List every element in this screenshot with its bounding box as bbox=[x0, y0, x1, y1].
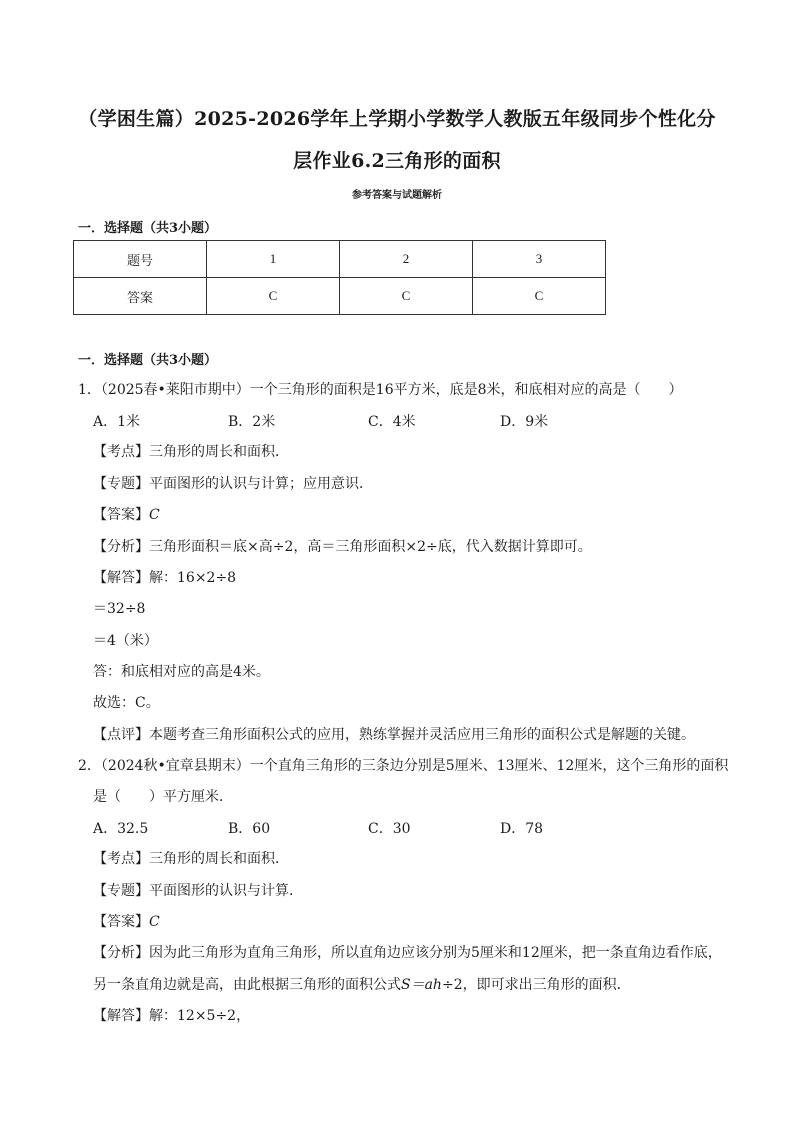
section-heading-summary: 一．选择题（共3小题） bbox=[78, 221, 218, 236]
fenxi-text-b: ÷2，即可求出三角形的面积． bbox=[441, 977, 631, 993]
question-1-option-c: C．4米 bbox=[368, 414, 416, 430]
answer-label: 【答案】 bbox=[93, 507, 149, 523]
question-1-stem: 1．（2025春•莱阳市期中）一个三角形的面积是16平方米，底是8米，和底相对应的高是（ ） bbox=[78, 382, 683, 398]
table-row bbox=[74, 278, 606, 315]
question-1-jieda: 【解答】解：16×2÷8 bbox=[93, 570, 237, 586]
table-cell: 答案 bbox=[74, 278, 207, 315]
answer-value: C bbox=[149, 507, 160, 523]
question-2-kaodian: 【考点】三角形的周长和面积． bbox=[93, 851, 289, 867]
page-title-line1: （学困生篇）2025-2026学年上学期小学数学人教版五年级同步个性化分 bbox=[78, 108, 716, 130]
question-2-option-c: C．30 bbox=[368, 821, 411, 837]
question-1-answer bbox=[93, 505, 160, 525]
table-cell: C bbox=[473, 278, 606, 315]
question-2-zhuanti: 【专题】平面图形的认识与计算． bbox=[93, 883, 303, 899]
question-2-option-a: A．32.5 bbox=[93, 821, 149, 837]
question-2-option-d: D．78 bbox=[500, 821, 544, 837]
question-1-option-b: B．2米 bbox=[228, 414, 276, 430]
question-1-option-d: D．9米 bbox=[500, 414, 549, 430]
question-2-fenxi-line1: 【分析】因为此三角形为直角三角形，所以直角边应该分别为5厘米和12厘米，把一条直角边看作底， bbox=[93, 945, 722, 961]
question-2-stem-line2: 是（ ）平方厘米． bbox=[93, 789, 233, 805]
answer-label: 【答案】 bbox=[93, 914, 149, 930]
question-2-option-b: B．60 bbox=[228, 821, 271, 837]
question-2-fenxi-line2 bbox=[93, 975, 631, 995]
page-title-line2: 层作业6.2三角形的面积 bbox=[293, 150, 501, 172]
answer-table bbox=[73, 240, 606, 315]
table-cell: C bbox=[207, 278, 340, 315]
question-1-fenxi: 【分析】三角形面积＝底×高÷2，高＝三角形面积×2÷底，代入数据计算即可。 bbox=[93, 539, 592, 555]
page-subtitle: 参考答案与试题解析 bbox=[352, 190, 442, 201]
table-cell: C bbox=[340, 278, 473, 315]
question-2-answer bbox=[93, 912, 160, 932]
table-cell: 1 bbox=[207, 241, 340, 278]
question-1-kaodian: 【考点】三角形的周长和面积． bbox=[93, 444, 289, 460]
question-1-option-a: A．1米 bbox=[93, 414, 141, 430]
question-1-dianping: 【点评】本题考查三角形面积公式的应用，熟练掌握并灵活应用三角形的面积公式是解题的关键。 bbox=[93, 727, 695, 743]
fenxi-text-a: 另一条直角边就是高，由此根据三角形的面积公式 bbox=[93, 977, 401, 993]
question-2-stem-line1: 2．（2024秋•宜章县期末）一个直角三角形的三条边分别是5厘米、13厘米、12厘米，这个三角形的面积 bbox=[78, 758, 729, 774]
question-2-jieda: 【解答】解：12×5÷2， bbox=[93, 1008, 251, 1024]
question-1-step1: ＝32÷8 bbox=[93, 601, 146, 617]
table-cell: 3 bbox=[473, 241, 606, 278]
question-1-zhuanti: 【专题】平面图形的认识与计算；应用意识． bbox=[93, 476, 373, 492]
question-1-step2: ＝4（米） bbox=[93, 633, 158, 649]
question-1-choice: 故选：C。 bbox=[93, 695, 160, 711]
area-formula: S＝ah bbox=[401, 977, 442, 993]
table-cell: 题号 bbox=[74, 241, 207, 278]
question-1-final-answer: 答：和底相对应的高是4米。 bbox=[93, 664, 270, 680]
section-heading-detail: 一．选择题（共3小题） bbox=[78, 353, 218, 368]
table-header-row bbox=[74, 241, 606, 278]
answer-value: C bbox=[149, 914, 160, 930]
table-cell: 2 bbox=[340, 241, 473, 278]
